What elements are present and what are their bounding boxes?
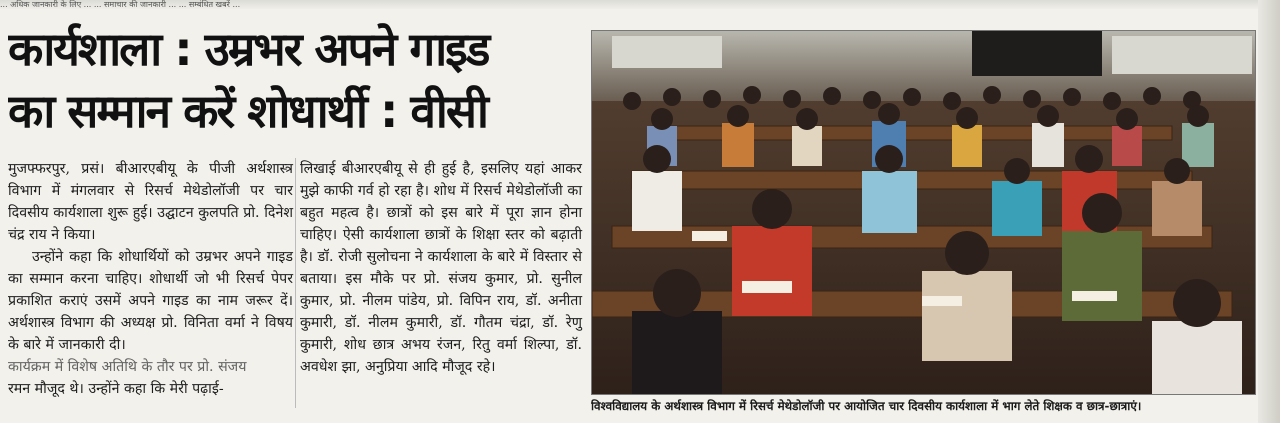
headline-line-2: का सम्मान करें शोधार्थी : वीसी [8,84,487,138]
paragraph-intro: मुजफ्फरपुर, प्रसं। बीआरएबीयू के पीजी अर्थशास्त्र विभाग में मंगलवार से रिसर्च मेथेडोलॉजी पर चार दिवसीय कार्यशाला शुरू हुई। उद्घाटन कुलपति प्रो. दिनेश चंद्र राय ने किया। [8,161,293,243]
article-column-2 [300,158,582,378]
classroom-photo-illustration [592,31,1255,394]
workshop-photo [591,30,1256,395]
page-edge-shadow [1258,0,1280,423]
paragraph-faded-line: कार्यक्रम में विशेष अतिथि के तौर पर प्रो. संजय [8,359,247,375]
top-cut-text: ... अधिक जानकारी के लिए ... ... समाचार की जानकारी ... ... सम्बंधित खबरें ... [0,0,1280,9]
paragraph-vc-quote: उन्होंने कहा कि शोधार्थियों को उम्रभर अपने गाइड का सम्मान करना चाहिए। शोधार्थी जो भी रिसर्च पेपर प्रकाशित कराएं उसमें अपने गाइड का नाम जरूर दें। अर्थशास्त्र विभाग की अध्यक्ष प्रो. विनिता वर्मा ने विषय के बारे में जानकारी दी। [8,249,293,353]
headline-line-1: कार्यशाला : उम्रभर अपने गाइड [8,22,489,76]
paragraph-continued: रमन मौजूद थे। उन्होंने कहा कि मेरी पढ़ाई- [8,381,224,397]
photo-caption: विश्वविद्यालय के अर्थशास्त्र विभाग में रिसर्च मेथेडोलॉजी पर आयोजित चार दिवसीय कार्यशाला में भाग लेते शिक्षक व छात्र-छात्राएं। [591,399,1142,413]
headline [8,18,588,142]
paragraph-column-2: लिखाई बीआरएबीयू से ही हुई है, इसलिए यहां आकर मुझे काफी गर्व हो रहा है। शोध में रिसर्च मेथेडोलॉजी का बहुत महत्व है। छात्रों को इस बारे में पूरा ज्ञान होना चाहिए। ऐसी कार्यशाला छात्रों के शिक्षा स्तर को बढ़ाती है। डॉ. रोजी सुलोचना ने कार्यशाला के बारे में विस्तार से बताया। इस मौके पर प्रो. संजय कुमार, प्रो. सुनील कुमार, प्रो. नीलम पांडेय, प्रो. विपिन राय, डॉ. अनीता कुमारी, डॉ. नीलम कुमारी, डॉ. गौतम चंद्रा, डॉ. रेणु कुमारी, शोध छात्र अभय रंजन, रितु वर्मा शिल्पा, डॉ. अवधेश झा, अनुप्रिया आदि मौजूद रहे। [300,161,582,375]
column-divider [295,158,296,408]
article-column-1 [8,158,293,400]
